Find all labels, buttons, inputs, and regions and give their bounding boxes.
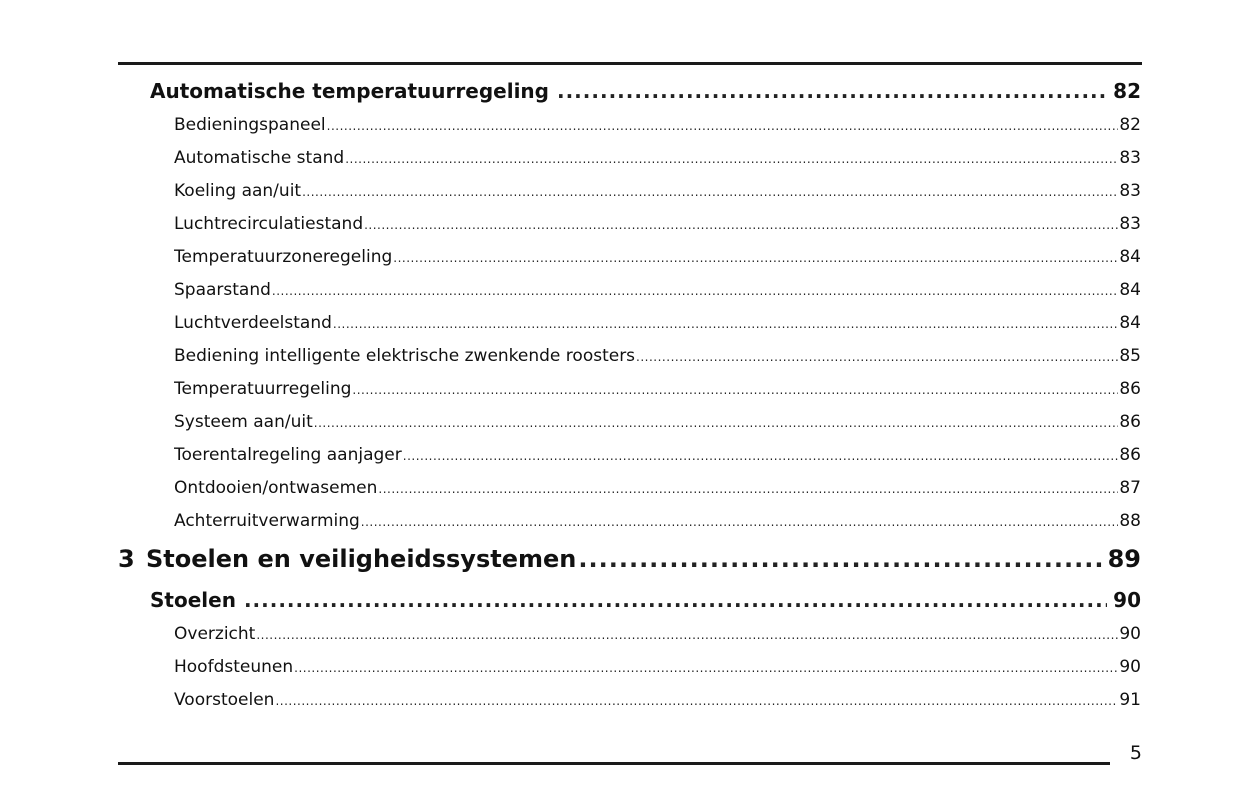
dot-leader: [294, 655, 1118, 680]
toc-page-number: 86: [1119, 445, 1141, 465]
toc-item-ontdooien-ontwasemen[interactable]: [174, 475, 1141, 501]
toc-page-number: 83: [1119, 148, 1141, 168]
toc-chapter-3[interactable]: [118, 543, 1141, 575]
dot-leader: [244, 586, 1107, 614]
toc-item-label: Achterruitverwarming: [174, 511, 360, 531]
dot-leader: [275, 688, 1118, 713]
toc-page-number: 83: [1119, 181, 1141, 201]
toc-item-voorstoelen[interactable]: [174, 687, 1141, 713]
toc-page-number: 82: [1119, 115, 1141, 135]
dot-leader: [578, 543, 1105, 575]
dot-leader: [314, 410, 1119, 435]
toc-item-luchtrecirculatiestand[interactable]: [174, 211, 1141, 237]
toc-item-label: Bedieningspaneel: [174, 115, 326, 135]
dot-leader: [364, 212, 1118, 237]
dot-leader: [361, 509, 1119, 534]
dot-leader: [345, 146, 1118, 171]
toc-section-title: Automatische temperatuurregeling: [150, 79, 549, 103]
toc-item-label: Luchtrecirculatiestand: [174, 214, 364, 234]
dot-leader: [333, 311, 1118, 336]
toc-page-number: 86: [1119, 379, 1141, 399]
toc-chapter-number: 3: [118, 545, 135, 573]
toc-page-number: 83: [1119, 214, 1141, 234]
toc-page-number: 89: [1107, 545, 1141, 573]
dot-leader: [327, 113, 1119, 138]
dot-leader: [636, 344, 1118, 369]
toc-page-number: 84: [1119, 313, 1141, 333]
dot-leader: [393, 245, 1118, 270]
toc-chapter-heading: [118, 543, 576, 575]
toc-item-label: Temperatuurregeling: [174, 379, 352, 399]
toc-item-label: Overzicht: [174, 624, 256, 644]
toc-item-label: Temperatuurzoneregeling: [174, 247, 393, 267]
toc-item-label: Ontdooien/ontwasemen: [174, 478, 378, 498]
toc-chapter-title: Stoelen en veiligheidssystemen: [146, 545, 577, 573]
dot-leader: [256, 622, 1118, 647]
toc-item-bediening-zwenkende-roosters[interactable]: [174, 343, 1141, 369]
toc-item-label: Systeem aan/uit: [174, 412, 313, 432]
toc-section-title: Stoelen: [150, 588, 236, 612]
toc-page-number: 85: [1119, 346, 1141, 366]
toc-item-hoofdsteunen[interactable]: [174, 654, 1141, 680]
toc-item-label: Koeling aan/uit: [174, 181, 302, 201]
toc-page-number: 90: [1119, 624, 1141, 644]
toc-item-label: Spaarstand: [174, 280, 271, 300]
toc-section-stoelen[interactable]: [150, 586, 1141, 614]
dot-leader: [557, 77, 1107, 105]
dot-leader: [302, 179, 1118, 204]
toc-item-achterruitverwarming[interactable]: [174, 508, 1141, 534]
toc-page-number: 84: [1119, 247, 1141, 267]
toc-item-systeem-aan-uit[interactable]: [174, 409, 1141, 435]
dot-leader: [352, 377, 1118, 402]
toc-item-overzicht[interactable]: [174, 621, 1141, 647]
toc-page-number: 90: [1113, 588, 1141, 612]
toc-item-temperatuurzoneregeling[interactable]: [174, 244, 1141, 270]
dot-leader: [378, 476, 1118, 501]
toc-item-label: Voorstoelen: [174, 690, 275, 710]
bottom-rule: [118, 762, 1110, 765]
dot-leader: [272, 278, 1118, 303]
page-number: 5: [1129, 742, 1142, 764]
dot-leader: [403, 443, 1119, 468]
toc-section-automatische-temperatuurregeling[interactable]: [150, 77, 1141, 105]
toc-item-label: Luchtverdeelstand: [174, 313, 332, 333]
toc-page-number: 86: [1119, 412, 1141, 432]
toc-item-automatische-stand[interactable]: [174, 145, 1141, 171]
toc-item-spaarstand[interactable]: [174, 277, 1141, 303]
toc-page-number: 84: [1119, 280, 1141, 300]
toc-item-label: Bediening intelligente elektrische zwenkende roosters: [174, 346, 636, 366]
toc-page-number: 87: [1119, 478, 1141, 498]
toc-item-luchtverdeelstand[interactable]: [174, 310, 1141, 336]
toc-item-bedieningspaneel[interactable]: [174, 112, 1141, 138]
toc-item-temperatuurregeling[interactable]: [174, 376, 1141, 402]
toc-page-number: 91: [1119, 690, 1141, 710]
toc-item-label: Hoofdsteunen: [174, 657, 294, 677]
toc-item-toerentalregeling-aanjager[interactable]: [174, 442, 1141, 468]
toc-page-number: 90: [1119, 657, 1141, 677]
toc-item-label: Automatische stand: [174, 148, 345, 168]
toc-page-number: 82: [1113, 79, 1141, 103]
toc-item-label: Toerentalregeling aanjager: [174, 445, 402, 465]
toc-item-koeling-aan-uit[interactable]: [174, 178, 1141, 204]
toc-page-number: 88: [1119, 511, 1141, 531]
